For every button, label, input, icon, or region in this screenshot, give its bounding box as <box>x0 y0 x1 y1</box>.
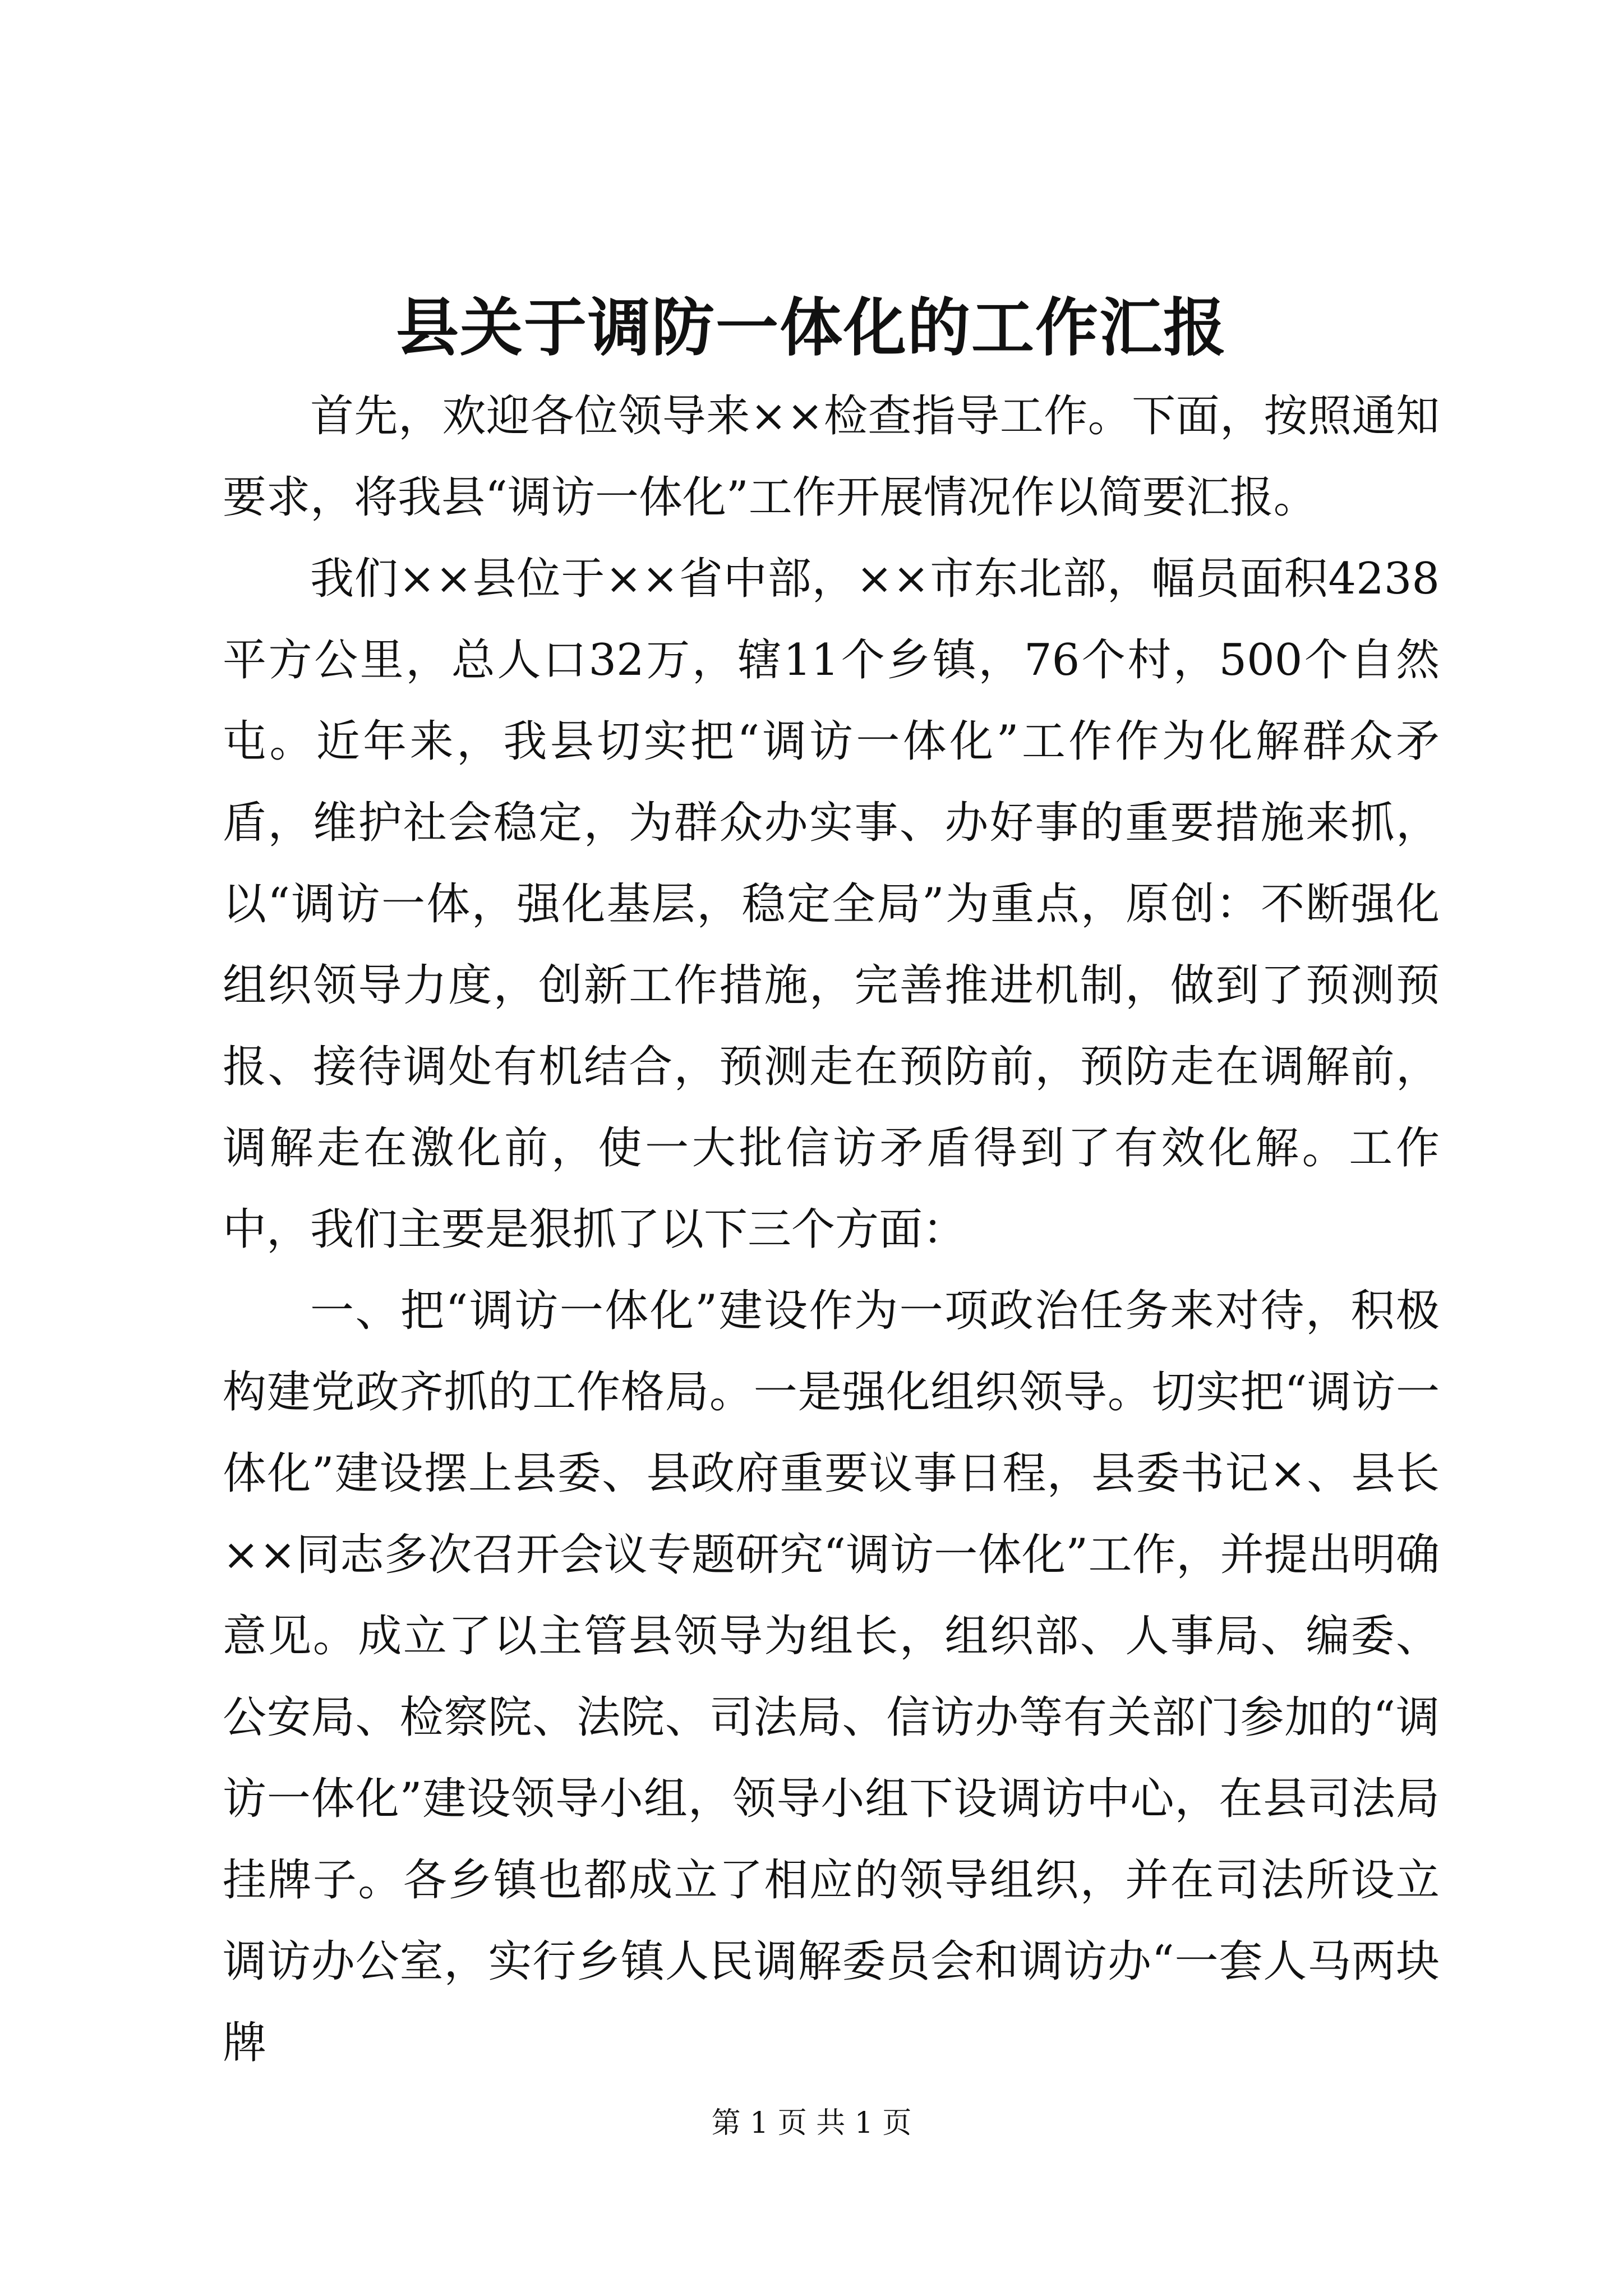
document-body <box>223 376 1440 2084</box>
paragraph-intro: 首先，欢迎各位领导来××检查指导工作。下面，按照通知要求，将我县“调访一体化”工作开展情况作以简要汇报。 <box>223 391 1440 523</box>
paragraph-county-overview: 我们××县位于××省中部，××市东北部，幅员面积4238平方公里，总人口32万，辖11个乡镇，76个村，500个自然屯。近年来，我县切实把“调访一体化”工作作为化解群众矛盾，维护社会稳定，为群众办实事、办好事的重要措施来抓，以“调访一体，强化基层，稳定全局”为重点，原创：不断强化组织领导力度，创新工作措施，完善推进机制，做到了预测预报、接待调处有机结合，预测走在预防前，预防走在调解前，调解走在激化前，使一大批信访矛盾得到了有效化解。工作中，我们主要是狠抓了以下三个方面： <box>223 554 1440 1255</box>
document-title: 县关于调防一体化的工作汇报 <box>396 291 1227 365</box>
page-footer: 第 1 页 共 1 页 <box>711 2106 912 2140</box>
paragraph-section-one: 一、把“调访一体化”建设作为一项政治任务来对待，积极构建党政齐抓的工作格局。一是强化组织领导。切实把“调访一体化”建设摆上县委、县政府重要议事日程，县委书记×、县长××同志多次召开会议专题研究“调访一体化”工作，并提出明确意见。成立了以主管县领导为组长，组织部、人事局、编委、公安局、检察院、法院、司法局、信访办等有关部门参加的“调访一体化”建设领导小组，领导小组下设调访中心，在县司法局挂牌子。各乡镇也都成立了相应的领导组织，并在司法所设立调访办公室，实行乡镇人民调解委员会和调访办“一套人马两块牌 <box>223 1286 1440 2068</box>
